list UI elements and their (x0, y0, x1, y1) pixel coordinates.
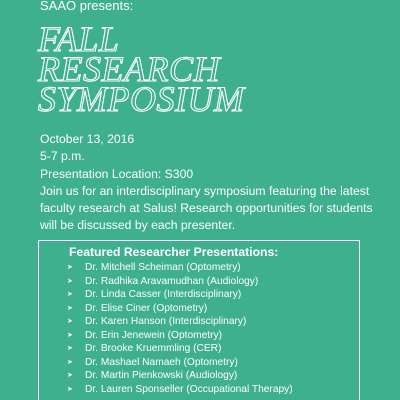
arrowhead-bullet-icon: ➤ (67, 385, 73, 393)
presenter-label: SAAO presents: (40, 0, 134, 13)
presenter-name: Dr. Karen Hanson (Interdisciplinary) (85, 316, 247, 327)
arrowhead-bullet-icon: ➤ (67, 318, 73, 325)
presenter-item (67, 261, 293, 275)
arrowhead-bullet-icon: ➤ (67, 345, 73, 352)
arrowhead-bullet-icon: ➤ (67, 358, 73, 366)
presenter-item (67, 383, 293, 397)
presenter-name: Dr. Radhika Aravamudhan (Audiology) (85, 275, 259, 287)
title-line-2: RESEARCH (38, 49, 220, 89)
presenter-name: Dr. Lauren Sponseller (Occupational Therapy) (85, 383, 293, 395)
title-line-1: FALL (38, 19, 120, 59)
presenter-item (67, 369, 293, 383)
presenter-item (67, 329, 293, 343)
event-location: Presentation Location: S300 (40, 166, 194, 181)
presenter-name: Dr. Mashael Namaeh (Optometry) (85, 356, 238, 368)
event-time: 5-7 p.m. (40, 149, 85, 164)
event-date: October 13, 2016 (40, 132, 135, 146)
presenter-item (67, 356, 293, 370)
presenter-item (67, 342, 293, 356)
presenter-name: Dr. Elise Ciner (Optometry) (85, 302, 208, 314)
arrowhead-bullet-icon: ➤ (67, 277, 73, 285)
presenter-item (67, 315, 293, 329)
presenter-name: Dr. Erin Jenewein (Optometry) (85, 329, 223, 341)
arrowhead-bullet-icon: ➤ (67, 372, 73, 379)
presenter-item (67, 275, 293, 289)
event-description: Join us for an interdisciplinary symposium featuring the latest faculty research at Salus! Research opportunities for students will be discussed by each presenter. (40, 183, 373, 233)
presenter-name: Dr. Mitchell Scheiman (Optometry) (85, 262, 241, 273)
presenter-item (67, 302, 293, 316)
arrowhead-bullet-icon: ➤ (67, 304, 73, 312)
featured-heading: Featured Researcher Presentations: (69, 245, 279, 259)
arrowhead-bullet-icon: ➤ (67, 291, 73, 298)
presenter-name: Dr. Martin Pienkowski (Audiology) (85, 370, 238, 381)
arrowhead-bullet-icon: ➤ (67, 264, 73, 271)
featured-presentations-box (38, 240, 360, 400)
arrowhead-bullet-icon: ➤ (67, 331, 73, 339)
event-title (38, 19, 245, 119)
event-details (40, 131, 400, 235)
presenter-name: Dr. Brooke Kruemmling (CER) (85, 343, 222, 354)
title-line-3: SYMPOSIUM (38, 79, 245, 119)
presenter-item (67, 288, 293, 302)
presenter-name: Dr. Linda Casser (Interdisciplinary) (85, 289, 242, 300)
presenter-list (67, 261, 293, 396)
